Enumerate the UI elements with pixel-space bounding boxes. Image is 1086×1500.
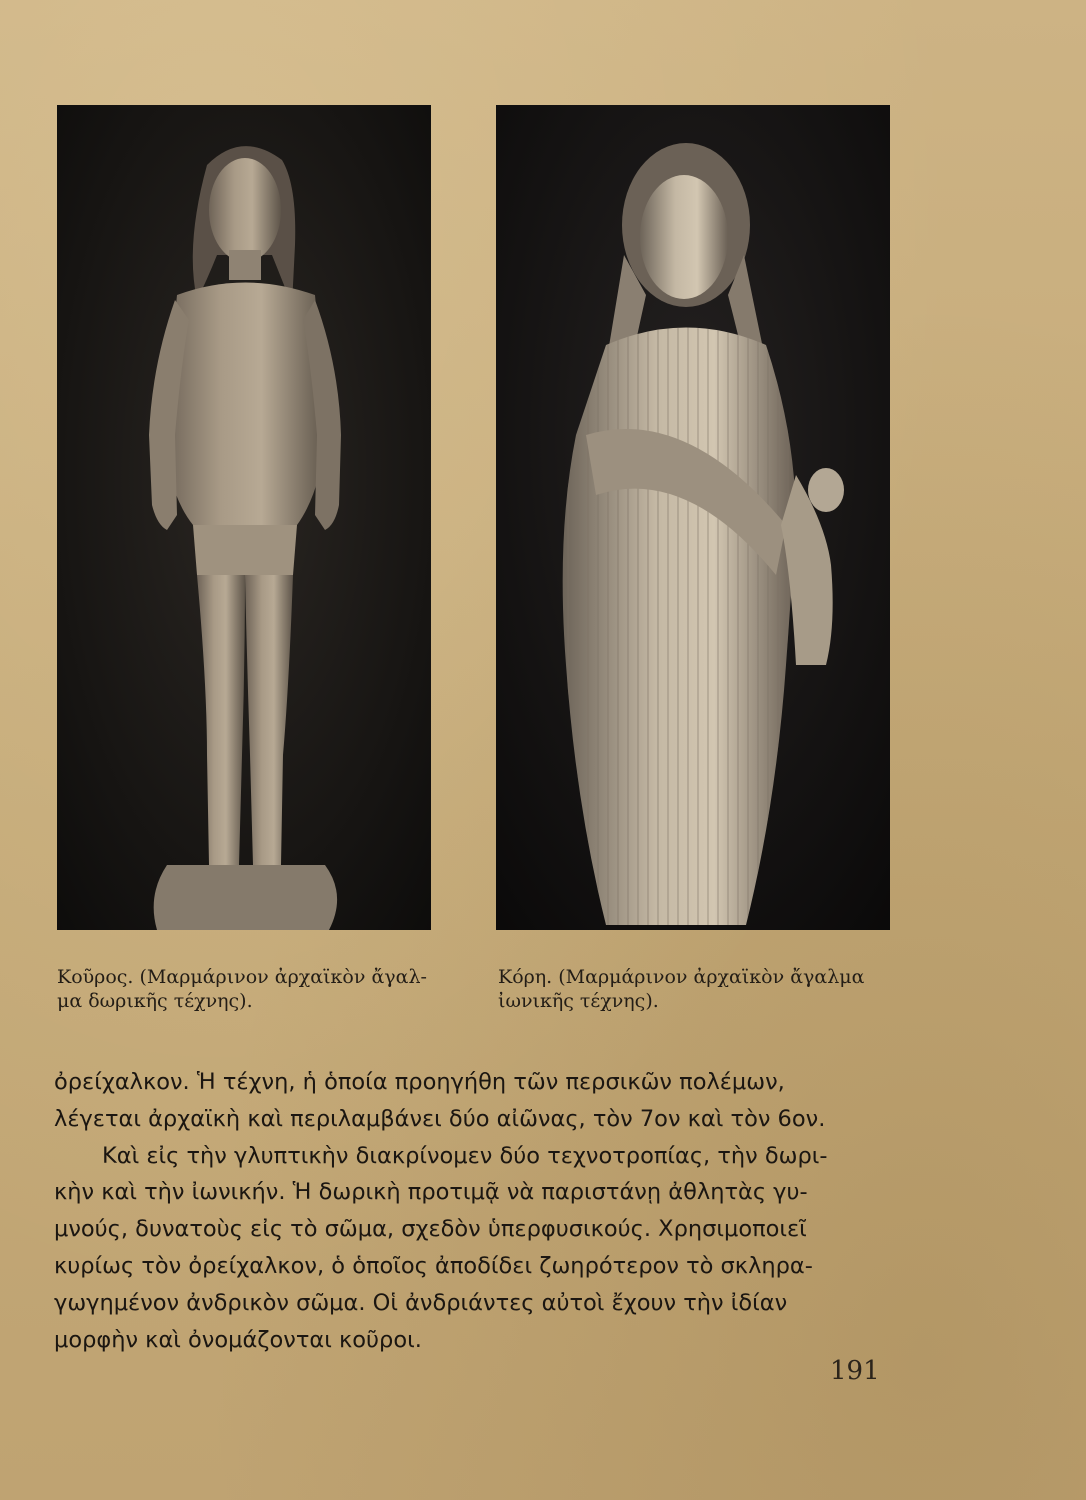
kore-caption (498, 965, 893, 1013)
kore-statue-image (496, 105, 890, 930)
caption-line: μα δωρικῆς τέχνης). (57, 990, 253, 1012)
body-line: μορφὴν καὶ ὀνομάζονται κοῦροι. (54, 1326, 422, 1353)
body-line: κὴν καὶ τὴν ἰωνικήν. Ἡ δωρικὴ προτιμᾷ νὰ παριστάνῃ ἀθλητὰς γυ- (54, 1179, 808, 1206)
body-line: Καὶ εἰς τὴν γλυπτικὴν διακρίνομεν δύο τεχνοτροπίας, τὴν δωρι- (102, 1142, 828, 1169)
body-line: κυρίως τὸν ὀρείχαλκον, ὁ ὁποῖος ἀποδίδει ζωηρότερον τὸ σκληρα- (54, 1252, 813, 1279)
caption-line: ἰωνικῆς τέχνης). (498, 990, 659, 1012)
body-line: μνούς, δυνατοὺς εἰς τὸ σῶμα, σχεδὸν ὑπερφυσικούς. Χρησιμοποιεῖ (54, 1216, 807, 1243)
body-line: γωγημένον ἀνδρικὸν σῶμα. Οἱ ἀνδριάντες αὐτοὶ ἔχουν τὴν ἰδίαν (54, 1289, 788, 1316)
caption-line: Κόρη. (Μαρμάρινον ἀρχαϊκὸν ἄγαλμα (498, 966, 865, 988)
caption-line: Κοῦρος. (Μαρμάρινον ἀρχαϊκὸν ἄγαλ- (57, 966, 427, 988)
kore-photo (496, 105, 890, 930)
page-number: 191 (830, 1356, 880, 1386)
kouros-photo (57, 105, 431, 930)
body-line: λέγεται ἀρχαϊκὴ καὶ περιλαμβάνει δύο αἰῶνας, τὸν 7ον καὶ τὸν 6ον. (54, 1105, 826, 1132)
body-paragraphs (54, 1064, 894, 1358)
kouros-statue-image (57, 105, 431, 930)
body-line: ὀρείχαλκον. Ἡ τέχνη, ἡ ὁποία προηγήθη τῶν περσικῶν πολέμων, (54, 1069, 785, 1095)
kouros-caption (57, 965, 437, 1013)
